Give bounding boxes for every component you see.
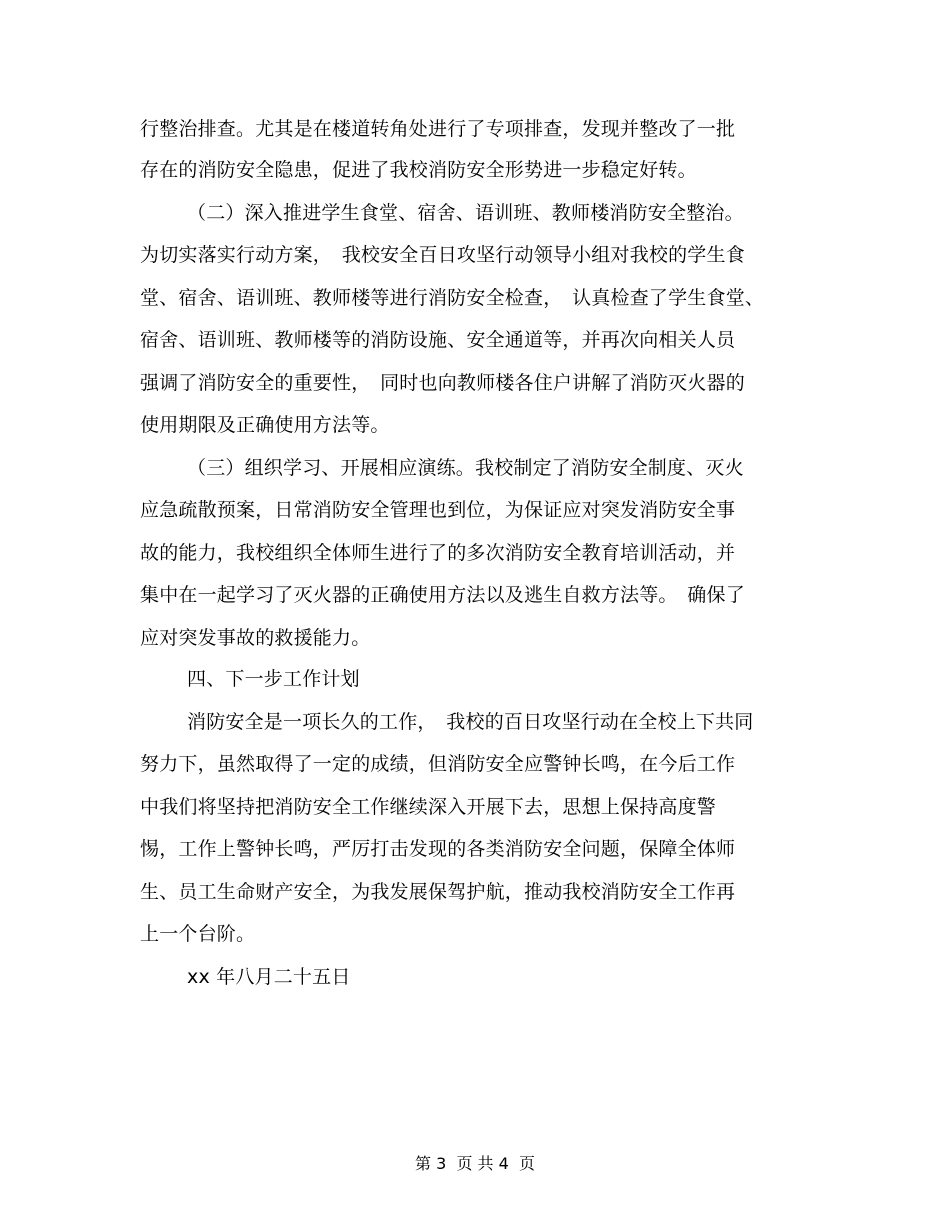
paragraph-line: 消防安全是一项长久的工作， 我校的百日攻坚行动在全校上下共同 — [187, 711, 754, 733]
paragraph-line: 集中在一起学习了灭火器的正确使用方法以及逃生自救方法等。 确保了 — [140, 584, 745, 606]
page-number-footer: 第 3 页 共 4 页 — [415, 1154, 535, 1173]
paragraph-line: 存在的消防安全隐患，促进了我校消防安全形势进一步稳定好转。 — [140, 159, 697, 181]
paragraph-line: 为切实落实行动方案， 我校安全百日攻坚行动领导小组对我校的学生食 — [140, 244, 745, 266]
paragraph-line: 应急疏散预案，日常消防安全管理也到位，为保证应对突发消防安全事 — [140, 499, 736, 521]
section-heading-line: （二）深入推进学生食堂、宿舍、语训班、教师楼消防安全整治。 — [187, 202, 744, 224]
paragraph-line: 强调了消防安全的重要性， 同时也向教师楼各住户讲解了消防灭火器的 — [140, 372, 745, 394]
paragraph-line: 生、员工生命财产安全，为我发展保驾护航，推动我校消防安全工作再 — [140, 881, 736, 903]
paragraph-line: 宿舍、语训班、教师楼等的消防设施、安全通道等，并再次向相关人员 — [140, 329, 736, 351]
section-heading-line: （三）组织学习、开展相应演练。我校制定了消防安全制度、灭火 — [187, 457, 744, 479]
date-line: xx 年八月二十五日 — [187, 966, 351, 988]
paragraph-line: 上一个台阶。 — [140, 923, 256, 945]
paragraph-line: 使用期限及正确使用方法等。 — [140, 414, 390, 436]
section-title: 四、下一步工作计划 — [187, 668, 360, 690]
paragraph-line: 堂、宿舍、语训班、教师楼等进行消防安全检查， 认真检查了学生食堂、 — [140, 287, 765, 309]
paragraph-line: 故的能力，我校组织全体师生进行了的多次消防安全教育培训活动，并 — [140, 542, 736, 564]
paragraph-line: 惕，工作上警钟长鸣，严厉打击发现的各类消防安全问题，保障全体师 — [140, 838, 736, 860]
paragraph-line: 努力下，虽然取得了一定的成绩，但消防安全应警钟长鸣，在今后工作 — [140, 753, 736, 775]
paragraph-line: 应对突发事故的救援能力。 — [140, 627, 371, 649]
paragraph-line: 行整治排查。尤其是在楼道转角处进行了专项排查，发现并整改了一批 — [140, 118, 736, 140]
paragraph-line: 中我们将坚持把消防安全工作继续深入开展下去，思想上保持高度警 — [140, 796, 717, 818]
